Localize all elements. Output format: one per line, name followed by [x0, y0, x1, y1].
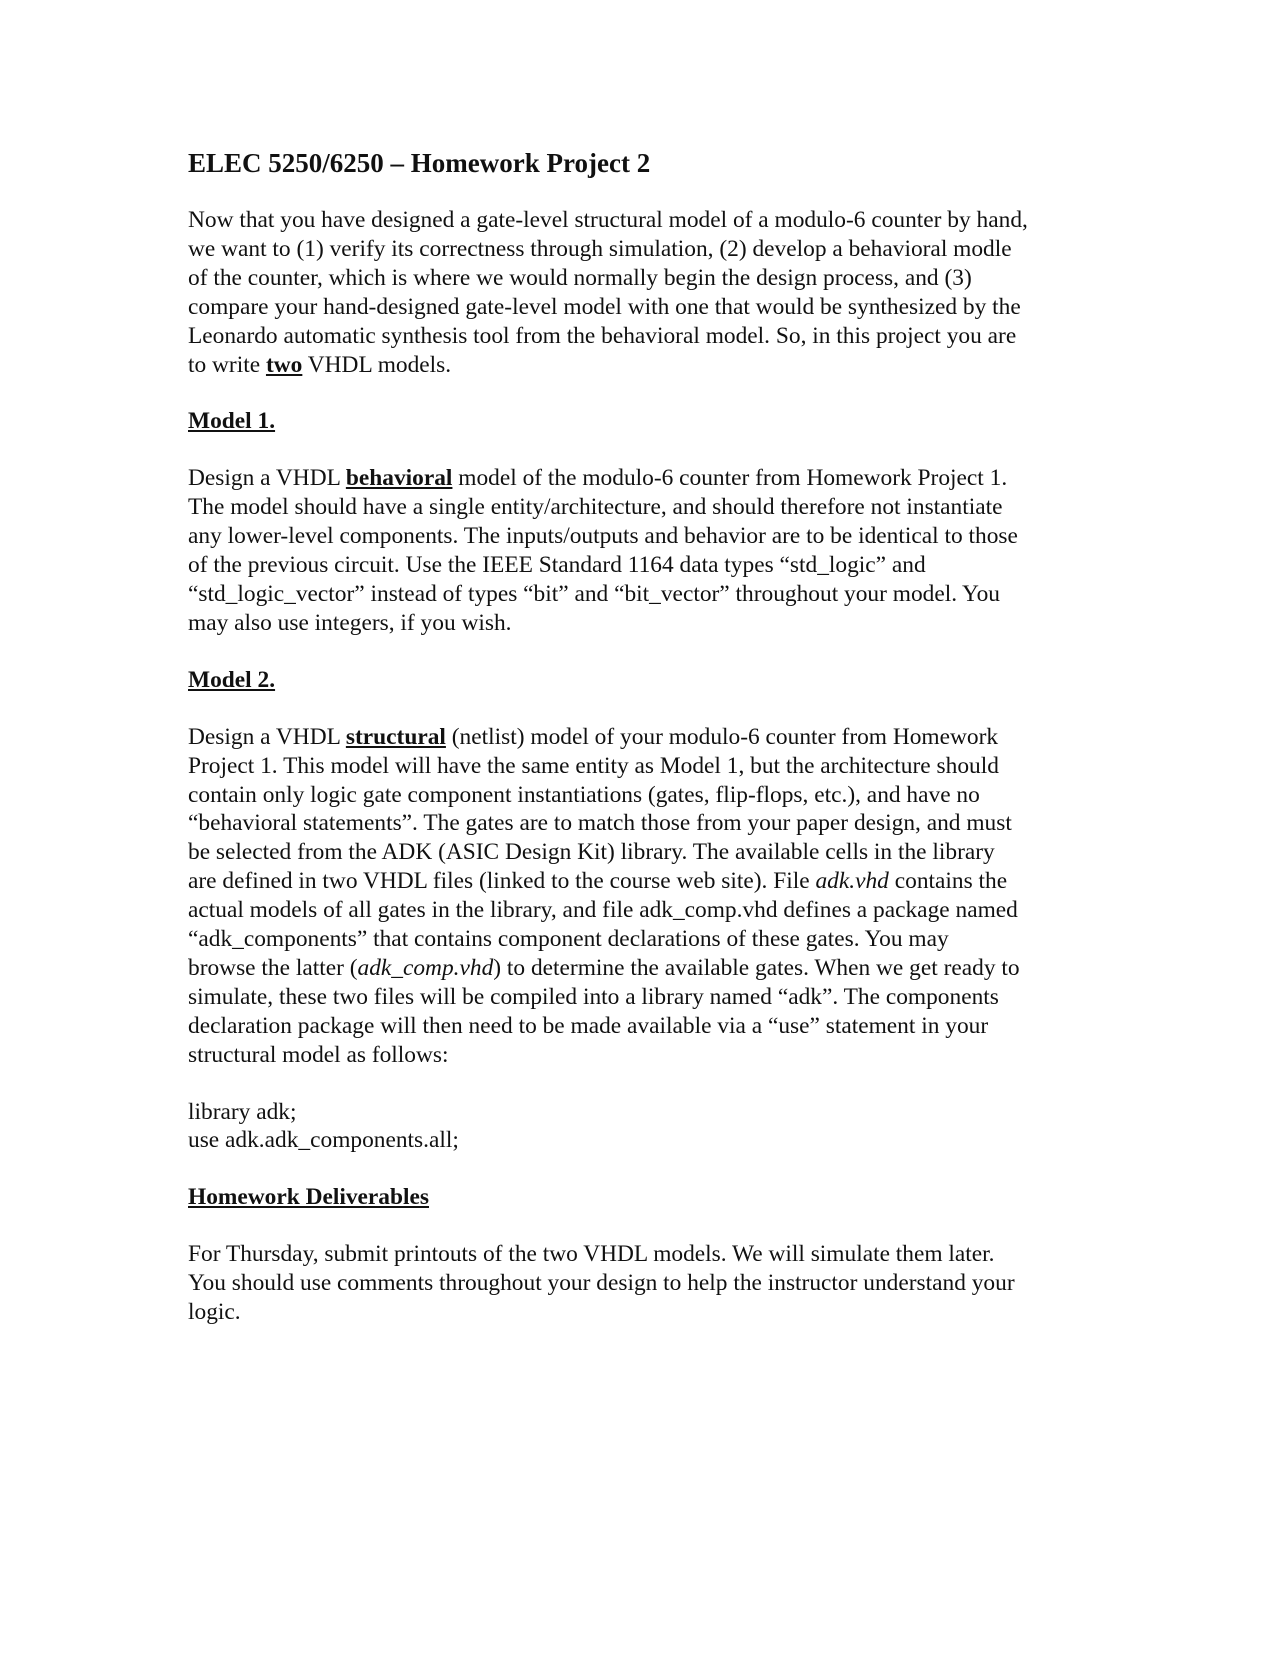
model2-line: “behavioral statements”. The gates are to match those from your paper design, and must: [188, 810, 1012, 837]
document-title: ELEC 5250/6250 – Homework Project 2: [188, 148, 651, 178]
model2-text: browse the latter (: [188, 954, 358, 981]
document-page: [188, 146, 1088, 1355]
deliverables-heading: Homework Deliverables: [188, 1184, 429, 1211]
model2-line: simulate, these two files will be compiled into a library named “adk”. The components: [188, 983, 999, 1010]
model2-paragraph: [188, 723, 1088, 1070]
intro-text: VHDL models.: [302, 351, 452, 378]
model1-line: [188, 464, 1088, 493]
intro-line: Leonardo automatic synthesis tool from the behavioral model. So, in this project you are: [188, 322, 1017, 349]
intro-line: Now that you have designed a gate-level structural model of a modulo-6 counter by hand,: [188, 207, 1028, 233]
deliverables-line: logic.: [188, 1299, 241, 1326]
deliverables-line: You should use comments throughout your design to help the instructor understand your: [188, 1270, 1015, 1297]
model1-line: may also use integers, if you wish.: [188, 609, 512, 636]
model2-text: (netlist) model of your modulo-6 counter from Homework: [445, 723, 999, 750]
model1-line: any lower-level components. The inputs/outputs and behavior are to be identical to those: [188, 523, 1018, 550]
intro-line: of the counter, which is where we would normally begin the design process, and (3): [188, 264, 972, 291]
model2-line: structural model as follows:: [188, 1041, 449, 1068]
model2-line: [188, 954, 1088, 983]
model2-text: Design a VHDL: [188, 723, 346, 750]
emphasis-structural: structural: [345, 723, 446, 750]
intro-line: [188, 351, 1088, 380]
code-line: library adk;: [188, 1098, 297, 1125]
model2-line: contain only logic gate component instantiations (gates, flip-flops, etc.), and have no: [188, 781, 980, 808]
model2-line: “adk_components” that contains component declarations of these gates. You may: [188, 926, 949, 953]
model1-line: The model should have a single entity/architecture, and should therefore not instantiate: [188, 494, 1003, 521]
model2-line: actual models of all gates in the library, and file adk_comp.vhd defines a package named: [188, 897, 1018, 924]
model2-line: [188, 867, 1088, 896]
model1-text: Design a VHDL: [188, 465, 346, 492]
model2-text: are defined in two VHDL files (linked to the course web site). File: [188, 868, 816, 895]
model1-heading: Model 1.: [188, 408, 276, 435]
intro-text: to write: [188, 351, 266, 378]
model2-line: Project 1. This model will have the same entity as Model 1, but the architecture should: [188, 752, 999, 779]
filename-adk-vhd: adk.vhd: [815, 868, 889, 895]
filename-adk-comp-vhd: adk_comp.vhd: [357, 954, 494, 981]
model2-line: declaration package will then need to be made available via a “use” statement in your: [188, 1012, 989, 1039]
model2-text: ) to determine the available gates. When we get ready to: [493, 954, 1020, 981]
deliverables-line: For Thursday, submit printouts of the two VHDL models. We will simulate them later.: [188, 1241, 995, 1268]
model1-line: “std_logic_vector” instead of types “bit” and “bit_vector” throughout your model. You: [188, 580, 1000, 607]
model2-line: be selected from the ADK (ASIC Design Kit) library. The available cells in the library: [188, 839, 995, 866]
intro-paragraph: [188, 206, 1088, 379]
model2-heading: Model 2.: [188, 666, 276, 693]
deliverables-paragraph: [188, 1240, 1088, 1327]
intro-line: we want to (1) verify its correctness through simulation, (2) develop a behavioral modle: [188, 235, 1012, 262]
emphasis-two: two: [265, 351, 303, 378]
model2-text: contains the: [888, 868, 1008, 895]
model1-paragraph: [188, 464, 1088, 637]
model1-text: model of the modulo-6 counter from Homework Project 1.: [452, 465, 1008, 492]
emphasis-behavioral: behavioral: [345, 465, 453, 492]
code-snippet: [188, 1098, 1088, 1156]
intro-line: compare your hand-designed gate-level model with one that would be synthesized by the: [188, 293, 1021, 320]
model2-line: [188, 723, 1088, 752]
model1-line: of the previous circuit. Use the IEEE Standard 1164 data types “std_logic” and: [188, 552, 926, 579]
code-line: use adk.adk_components.all;: [188, 1127, 459, 1154]
